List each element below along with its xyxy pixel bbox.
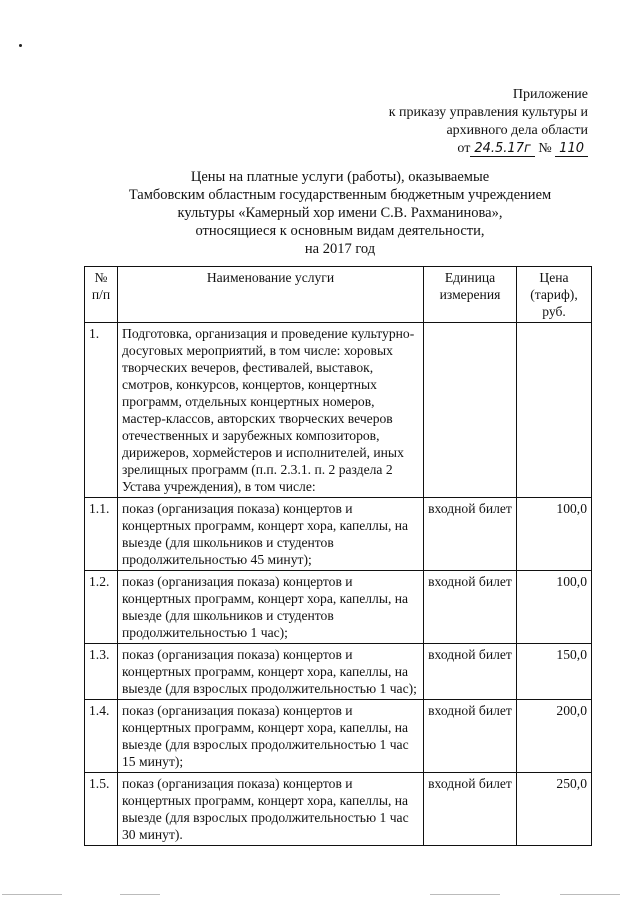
header-price: Цена (тариф), руб. (517, 267, 592, 323)
row-price: 150,0 (517, 644, 592, 700)
title-line-1: Цены на платные услуги (работы), оказываемые (190, 169, 490, 185)
title-line-4: относящиеся к основным видам деятельности, (195, 223, 485, 239)
table-row (85, 323, 592, 498)
row-price: 250,0 (517, 773, 592, 846)
handwritten-number: 110 (555, 141, 588, 157)
row-unit: входной билет (424, 498, 517, 571)
date-prefix: от (457, 141, 471, 156)
row-service-name: показ (организация показа) концертов и концертных программ, концерт хора, капеллы, на выезде (для школьников и студентов продолжительностью 45 минут); (118, 498, 424, 571)
handwritten-date: 24.5.17г (470, 141, 534, 157)
row-price (517, 323, 592, 498)
row-num: 1.2. (85, 571, 118, 644)
row-unit: входной билет (424, 773, 517, 846)
row-unit: входной билет (424, 571, 517, 644)
row-service-name: Подготовка, организация и проведение культурно-досуговых мероприятий, в том числе: хоровых творческих вечеров, фестивалей, выставок, смотров, конкурсов, концертов, концертных программ, отдельных концертных номеров, мастер-классов, авторских творческих вечеров отечественных и зарубежных композиторов, дирижеров, хормейстеров и исполнителей, иных зрелищных программ (п.п. 2.3.1. п. 2 раздела 2 Устава учреждения), в том числе: (118, 323, 424, 498)
table-row (85, 644, 592, 700)
appendix-order-line: к приказу управления культуры и (388, 105, 588, 120)
table-header-row (85, 267, 592, 323)
header-service-name: Наименование услуги (118, 267, 424, 323)
row-unit: входной билет (424, 644, 517, 700)
row-num: 1.1. (85, 498, 118, 571)
row-price: 200,0 (517, 700, 592, 773)
document-title (60, 168, 620, 258)
table-row (85, 773, 592, 846)
header-unit: Единица измерения (424, 267, 517, 323)
row-unit: входной билет (424, 700, 517, 773)
row-unit (424, 323, 517, 498)
number-sign: № (538, 141, 552, 156)
appendix-title: Приложение (512, 87, 588, 102)
header-num: № п/п (85, 267, 118, 323)
title-line-2: Тамбовским областным государственным бюджетным учреждением (128, 187, 552, 203)
row-service-name: показ (организация показа) концертов и концертных программ, концерт хора, капеллы, на выезде (для школьников и студентов продолжительностью 1 час); (118, 571, 424, 644)
row-service-name: показ (организация показа) концертов и концертных программ, концерт хора, капеллы, на выезде (для взрослых продолжительностью 1 час); (118, 644, 424, 700)
row-service-name: показ (организация показа) концертов и концертных программ, концерт хора, капеллы, на выезде (для взрослых продолжительностью 1 час 15 минут); (118, 700, 424, 773)
scan-footer-marks (0, 890, 640, 900)
row-price: 100,0 (517, 571, 592, 644)
table-row (85, 700, 592, 773)
row-num: 1.5. (85, 773, 118, 846)
table-row (85, 571, 592, 644)
appendix-department-line: архивного дела области (446, 123, 588, 138)
title-line-3: культуры «Камерный хор имени С.В. Рахманинова», (177, 205, 503, 221)
table-row (85, 498, 592, 571)
appendix-date-number-line (288, 140, 588, 158)
row-service-name: показ (организация показа) концертов и концертных программ, концерт хора, капеллы, на выезде (для взрослых продолжительностью 1 час 30 минут). (118, 773, 424, 846)
row-num: 1. (85, 323, 118, 498)
row-num: 1.4. (85, 700, 118, 773)
title-line-5: на 2017 год (304, 241, 376, 257)
appendix-block (288, 86, 588, 158)
scan-speck (19, 44, 22, 47)
price-table (84, 266, 592, 846)
row-num: 1.3. (85, 644, 118, 700)
row-price: 100,0 (517, 498, 592, 571)
